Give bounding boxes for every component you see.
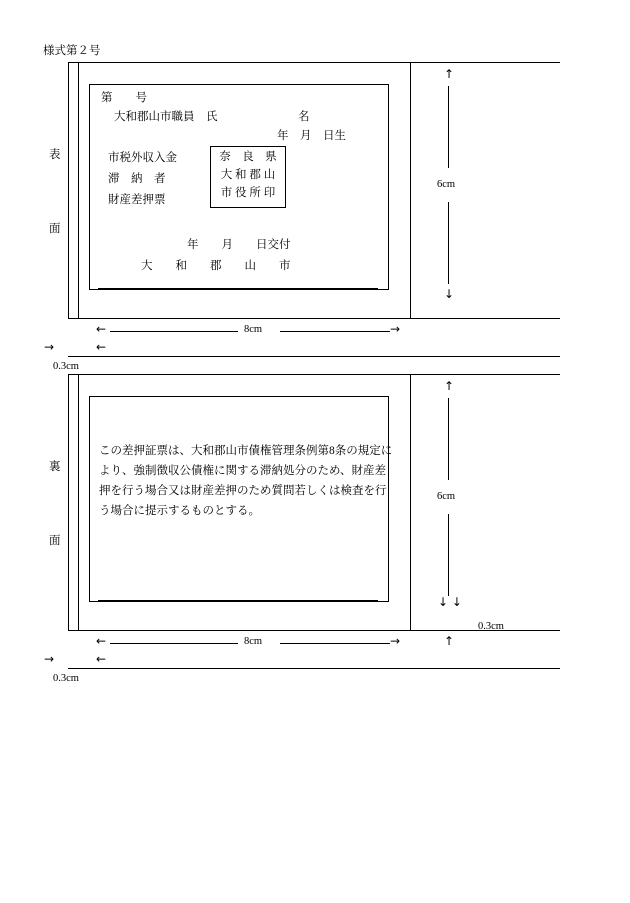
front-height-line-bottom xyxy=(448,202,449,284)
front-height-arrow-up: ↑ xyxy=(444,67,455,81)
front-card-right-boundary xyxy=(410,62,411,318)
front-width-arrow-right: → xyxy=(390,322,401,336)
front-number-label: 第 号 xyxy=(101,92,147,104)
stamp-line-1: 奈 良 県 xyxy=(219,151,277,163)
back-card-inner-rule xyxy=(98,600,378,601)
back-width-dim: 8cm xyxy=(244,636,263,647)
back-width-line-left xyxy=(110,643,238,644)
back-width-arrow-right: → xyxy=(390,634,401,648)
back-body-text: この差押証票は、大和郡山市債権管理条例第8条の規定により、強制徴収公債権に関する滞納処分のため、財産差押を行う場合又は財産差押のため質問若しくは検査を行う場合に提示するものとする。 xyxy=(99,445,393,518)
front-stamp-box xyxy=(210,146,286,208)
back-card-right-boundary xyxy=(410,374,411,630)
back-thickness-rule xyxy=(68,668,560,669)
front-issue-line: 年 月 日交付 xyxy=(187,239,291,251)
form-number-label: 様式第２号 xyxy=(43,45,101,57)
back-inner-left-edge xyxy=(78,374,79,630)
back-thickness-arrow-left: ← xyxy=(96,652,107,666)
back-thickness-arrow-right: → xyxy=(44,652,55,666)
back-width-arrow-left: ← xyxy=(96,634,107,648)
front-top-rule xyxy=(68,62,560,63)
back-side-label-1: 裏 xyxy=(49,461,61,473)
front-birth-line: 年 月 日生 xyxy=(277,130,346,142)
back-right-arrow-up: ↑ xyxy=(444,634,455,648)
front-city-line: 大 和 郡 山 市 xyxy=(141,260,291,272)
back-height-dim: 6cm xyxy=(437,491,456,502)
front-thickness-rule xyxy=(68,356,560,357)
front-thickness-arrow-right: → xyxy=(44,340,55,354)
back-side-label-2: 面 xyxy=(49,535,61,547)
back-thickness-dim-bottom: 0.3cm xyxy=(53,673,79,684)
front-bottom-rule xyxy=(68,318,560,319)
front-height-dim: 6cm xyxy=(437,179,456,190)
back-top-rule xyxy=(68,374,560,375)
back-height-arrow-up: ↑ xyxy=(444,379,455,393)
front-employee-line: 大和郡山市職員 氏 名 xyxy=(114,111,310,123)
front-thickness-dim: 0.3cm xyxy=(53,361,79,372)
front-side-label-1: 表 xyxy=(49,149,61,161)
back-outer-left-edge xyxy=(68,374,69,630)
front-outer-left-edge xyxy=(68,62,69,318)
front-height-line-top xyxy=(448,86,449,168)
back-height-arrow-double-down: ↓ ↓ xyxy=(438,595,462,609)
front-thickness-arrow-left: ← xyxy=(96,340,107,354)
front-width-line-right xyxy=(280,331,390,332)
back-width-line-right xyxy=(280,643,390,644)
front-card-inner-rule xyxy=(98,288,378,289)
front-height-arrow-down: ↓ xyxy=(444,287,455,301)
front-width-line-left xyxy=(110,331,238,332)
front-width-dim: 8cm xyxy=(244,324,263,335)
front-left-label-2: 滞 納 者 xyxy=(108,173,166,185)
front-inner-left-edge xyxy=(78,62,79,318)
stamp-line-3: 市 役 所 印 xyxy=(220,186,276,199)
back-height-line-bottom xyxy=(448,514,449,596)
front-side-label-2: 面 xyxy=(49,223,61,235)
back-thickness-dim-right: 0.3cm xyxy=(478,621,504,632)
front-left-label-3: 財産差押票 xyxy=(108,194,166,206)
stamp-line-2: 大 和 郡 山 xyxy=(220,168,276,181)
front-width-arrow-left: ← xyxy=(96,322,107,336)
back-height-line-top xyxy=(448,398,449,480)
front-left-label-1: 市税外収入金 xyxy=(108,152,177,164)
